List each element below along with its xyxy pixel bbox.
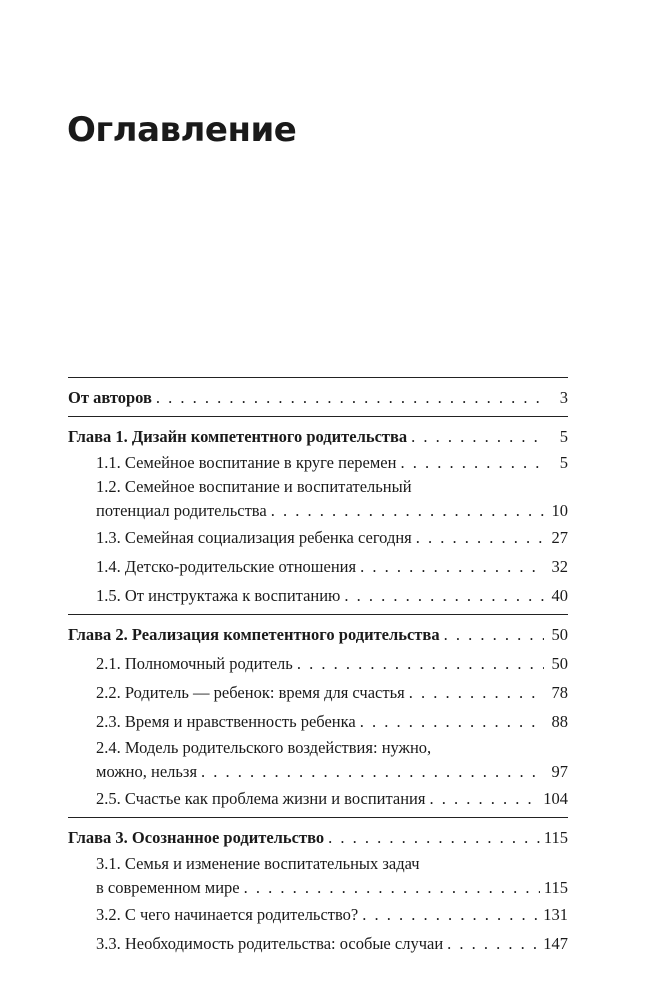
toc-section [68, 678, 568, 707]
divider [68, 416, 568, 417]
dot-leader [444, 620, 544, 649]
toc-section [68, 929, 568, 958]
page-number: 147 [543, 934, 568, 953]
section-title: потенциал родительства [96, 501, 267, 520]
page-number: 10 [551, 501, 568, 520]
page-number: 40 [551, 586, 568, 605]
page-number: 5 [559, 453, 568, 472]
dot-leader [447, 929, 539, 958]
toc-section-line [68, 852, 568, 876]
toc-section [68, 784, 568, 813]
page-number: 27 [551, 528, 568, 547]
toc-entry-from-authors [68, 383, 568, 412]
toc-section [68, 876, 568, 900]
toc-section [68, 581, 568, 610]
page-number: 115 [543, 828, 568, 847]
toc-chapter-2 [68, 620, 568, 649]
toc-chapter-3 [68, 823, 568, 852]
section-title: 1.3. Семейная социализация ребенка сегодня [96, 528, 412, 547]
page-number: 104 [543, 789, 568, 808]
page-number: 88 [551, 712, 568, 731]
toc-section [68, 649, 568, 678]
section-title: 1.2. Семейное воспитание и воспитательный [96, 477, 412, 496]
page-number: 3 [559, 388, 568, 407]
toc-section [68, 552, 568, 581]
toc-section [68, 499, 568, 523]
page-number: 5 [559, 427, 568, 446]
section-title: в современном мире [96, 878, 240, 897]
divider [68, 614, 568, 615]
section-title: 2.2. Родитель — ребенок: время для счастья [96, 683, 405, 702]
dot-leader [429, 784, 539, 813]
section-title: 2.3. Время и нравственность ребенка [96, 712, 356, 731]
section-title: 3.2. С чего начинается родительство? [96, 905, 359, 924]
dot-leader [156, 383, 544, 412]
dot-leader [201, 760, 544, 784]
section-title: 2.5. Счастье как проблема жизни и воспитания [96, 789, 426, 808]
page-number: 32 [551, 557, 568, 576]
page-number: 50 [551, 654, 568, 673]
toc-section [68, 451, 568, 475]
dot-leader [297, 649, 544, 678]
toc-section [68, 707, 568, 736]
section-title: 1.5. От инструктажа к воспитанию [96, 586, 341, 605]
dot-leader [362, 900, 539, 929]
section-title: 1.1. Семейное воспитание в круге перемен [96, 453, 397, 472]
section-title: 2.1. Полномочный родитель [96, 654, 293, 673]
chapter-title: Глава 3. Осознанное родительство [68, 828, 325, 847]
dot-leader [360, 707, 544, 736]
page-number: 97 [551, 762, 568, 781]
section-title: 3.3. Необходимость родительства: особые случаи [96, 934, 444, 953]
dot-leader [360, 552, 544, 581]
toc-chapter-1 [68, 422, 568, 451]
page-number: 78 [551, 683, 568, 702]
page-number: 50 [551, 625, 568, 644]
chapter-title: Глава 2. Реализация компетентного родительства [68, 625, 440, 644]
table-of-contents [68, 377, 568, 958]
toc-section [68, 760, 568, 784]
dot-leader [328, 823, 540, 852]
page-title: Оглавление [67, 110, 297, 150]
dot-leader [244, 876, 540, 900]
dot-leader [344, 581, 544, 610]
section-title: 1.4. Детско-родительские отношения [96, 557, 357, 576]
dot-leader [411, 422, 544, 451]
toc-section [68, 900, 568, 929]
dot-leader [409, 678, 544, 707]
dot-leader [400, 451, 544, 475]
divider [68, 377, 568, 378]
chapter-title: Глава 1. Дизайн компетентного родительства [68, 427, 408, 446]
dot-leader [271, 499, 544, 523]
section-title: можно, нельзя [96, 762, 198, 781]
dot-leader [416, 523, 544, 552]
toc-section-line [68, 475, 568, 499]
page-number: 115 [543, 878, 568, 897]
divider [68, 817, 568, 818]
section-title: 2.4. Модель родительского воздействия: нужно, [96, 738, 432, 757]
entry-title: От авторов [68, 388, 152, 407]
page-number: 131 [543, 905, 568, 924]
toc-section [68, 523, 568, 552]
section-title: 3.1. Семья и изменение воспитательных задач [96, 854, 420, 873]
toc-section-line [68, 736, 568, 760]
